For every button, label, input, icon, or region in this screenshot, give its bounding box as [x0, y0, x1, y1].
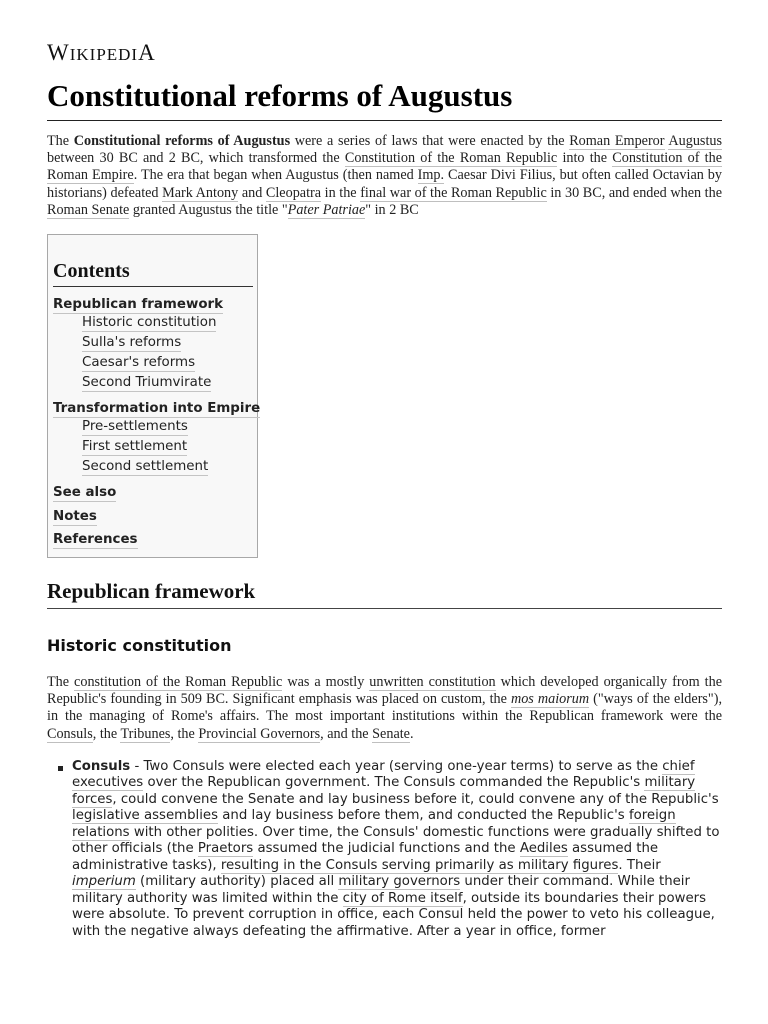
text: , and the — [320, 725, 373, 742]
link-cleopatra[interactable]: Cleopatra — [265, 184, 322, 201]
toc-item-republican-framework[interactable]: Republican framework — [53, 297, 224, 312]
link-roman-senate[interactable]: Roman Senate — [47, 201, 130, 218]
text: " in 2 BC — [365, 201, 419, 218]
text: with other polities. Over time, the Consuls' domestic functions were gradually shifted to other officials (the — [72, 824, 720, 857]
section-heading-republican-framework: Republican framework — [47, 578, 722, 609]
historic-constitution-paragraph — [47, 674, 722, 743]
text: and — [238, 184, 266, 201]
link-senate[interactable]: Senate — [372, 725, 410, 742]
text: which developed organically from the Republic's founding in 509 BC. Significant emphasis was placed on custom, the — [47, 674, 723, 708]
text: under their command. While their military authority was limited within the — [72, 874, 690, 906]
toc-item-transformation-into-empire[interactable]: Transformation into Empire — [53, 401, 261, 416]
link-chief-executives[interactable]: chief executives — [72, 759, 695, 791]
text: and lay business before them, and conducted the Republic's — [218, 808, 629, 824]
text: in 30 BC, and ended when the — [546, 184, 723, 201]
link-mos-maiorum[interactable]: mos maiorum — [510, 691, 590, 708]
list-item-consuls — [58, 759, 723, 940]
text: over the Republican government. The Consuls commanded the Republic's — [143, 775, 645, 791]
link-imperium[interactable]: imperium — [72, 874, 136, 890]
wordmark-initial: W — [47, 40, 70, 65]
text: , outside its boundaries their powers were absolute. To prevent corruption in office, each Consul held the power to veto his colleague, with the negative always defeating the affirmative. After a year in office, former — [72, 890, 715, 939]
link-tribunes[interactable]: Tribunes — [120, 725, 171, 742]
link-constitution-roman-republic[interactable]: Constitution of the Roman Republic — [344, 150, 558, 167]
link-aediles[interactable]: Aediles — [519, 841, 568, 857]
text: The — [47, 133, 74, 149]
text: into the — [557, 150, 613, 167]
table-of-contents — [47, 234, 261, 558]
link-legislative-assemblies[interactable]: legislative assemblies — [72, 808, 219, 824]
link-roman-emperor[interactable]: Roman Emperor — [569, 133, 665, 149]
text: assumed the judicial functions and the — [253, 841, 520, 857]
intro-paragraph — [47, 133, 722, 219]
wordmark-final: A — [138, 40, 156, 65]
subsection-heading-historic-constitution: Historic constitution — [47, 636, 232, 655]
link-military-forces[interactable]: military forces — [72, 775, 696, 807]
term-consuls: Consuls — [72, 759, 131, 774]
toc-item-caesars-reforms[interactable]: Caesar's reforms — [82, 355, 196, 370]
toc-title: Contents — [53, 260, 253, 287]
link-pater-patriae[interactable]: Pater Patriae — [287, 201, 366, 218]
text: . — [409, 725, 414, 742]
text: , the — [170, 725, 199, 742]
bullet-marker — [58, 766, 63, 771]
link-mark-antony[interactable]: Mark Antony — [162, 184, 239, 201]
text: granted Augustus the title " — [129, 201, 288, 218]
text: between 30 BC and 2 BC, which transformed the — [47, 150, 345, 167]
toc-item-see-also[interactable]: See also — [53, 485, 117, 500]
link-imp[interactable]: Imp. — [417, 167, 445, 184]
text: . Their — [618, 857, 661, 873]
toc-item-historic-constitution[interactable]: Historic constitution — [82, 315, 217, 330]
text: was a mostly — [282, 674, 370, 690]
consuls-description — [72, 759, 723, 940]
text: - Two Consuls were elected each year (serving one-year terms) to serve as the — [130, 759, 663, 774]
toc-item-second-settlement[interactable]: Second settlement — [82, 459, 209, 474]
link-constitution-roman-empire[interactable]: Constitution of the Roman Empire — [47, 150, 722, 184]
link-constitution-of-roman-republic[interactable]: constitution of the Roman Republic — [74, 674, 283, 690]
text: in the — [321, 184, 361, 201]
wikipedia-wordmark[interactable] — [47, 40, 156, 66]
toc-item-sullas-reforms[interactable]: Sulla's reforms — [82, 335, 182, 350]
link-consuls[interactable]: Consuls — [47, 725, 93, 742]
text: ("ways of the elders"), in the managing of Rome's affairs. The most important institutions within the Republican framework were the — [47, 691, 723, 725]
link-provincial-governors[interactable]: Provincial Governors — [198, 725, 321, 742]
text: , the — [92, 725, 121, 742]
link-final-war-roman-republic[interactable]: final war of the Roman Republic — [360, 184, 547, 201]
text: The — [47, 674, 75, 690]
link-unwritten-constitution[interactable]: unwritten constitution — [369, 674, 496, 690]
link-consuls-military-figures[interactable]: resulting in the Consuls serving primarily as military figures — [220, 857, 619, 873]
article-subject: Constitutional reforms of Augustus — [73, 133, 291, 149]
link-foreign-relations[interactable]: foreign relations — [72, 808, 676, 840]
text: Caesar Divi Filius, but often called Octavian by historians) defeated — [47, 167, 722, 201]
toc-item-references[interactable]: References — [53, 532, 138, 547]
text: . The era that began when Augustus (then named — [133, 167, 418, 184]
toc-item-pre-settlements[interactable]: Pre-settlements — [82, 419, 188, 434]
toc-item-notes[interactable]: Notes — [53, 509, 97, 524]
toc-item-second-triumvirate[interactable]: Second Triumvirate — [82, 375, 212, 390]
toc-item-first-settlement[interactable]: First settlement — [82, 439, 188, 454]
page-title: Constitutional reforms of Augustus — [47, 76, 722, 121]
text: (military authority) placed all — [135, 874, 339, 890]
link-praetors[interactable]: Praetors — [197, 841, 254, 857]
link-augustus[interactable]: Augustus — [668, 133, 723, 149]
text: assumed the administrative tasks), — [72, 841, 659, 873]
link-city-of-rome[interactable]: city of Rome itself — [342, 890, 463, 906]
text: were a series of laws that were enacted by the — [290, 133, 570, 149]
wordmark-middle: IKIPEDI — [69, 45, 139, 64]
link-military-governors[interactable]: military governors — [338, 874, 461, 890]
text: , could convene the Senate and lay business before it, could convene any of the Republic's — [112, 791, 719, 807]
